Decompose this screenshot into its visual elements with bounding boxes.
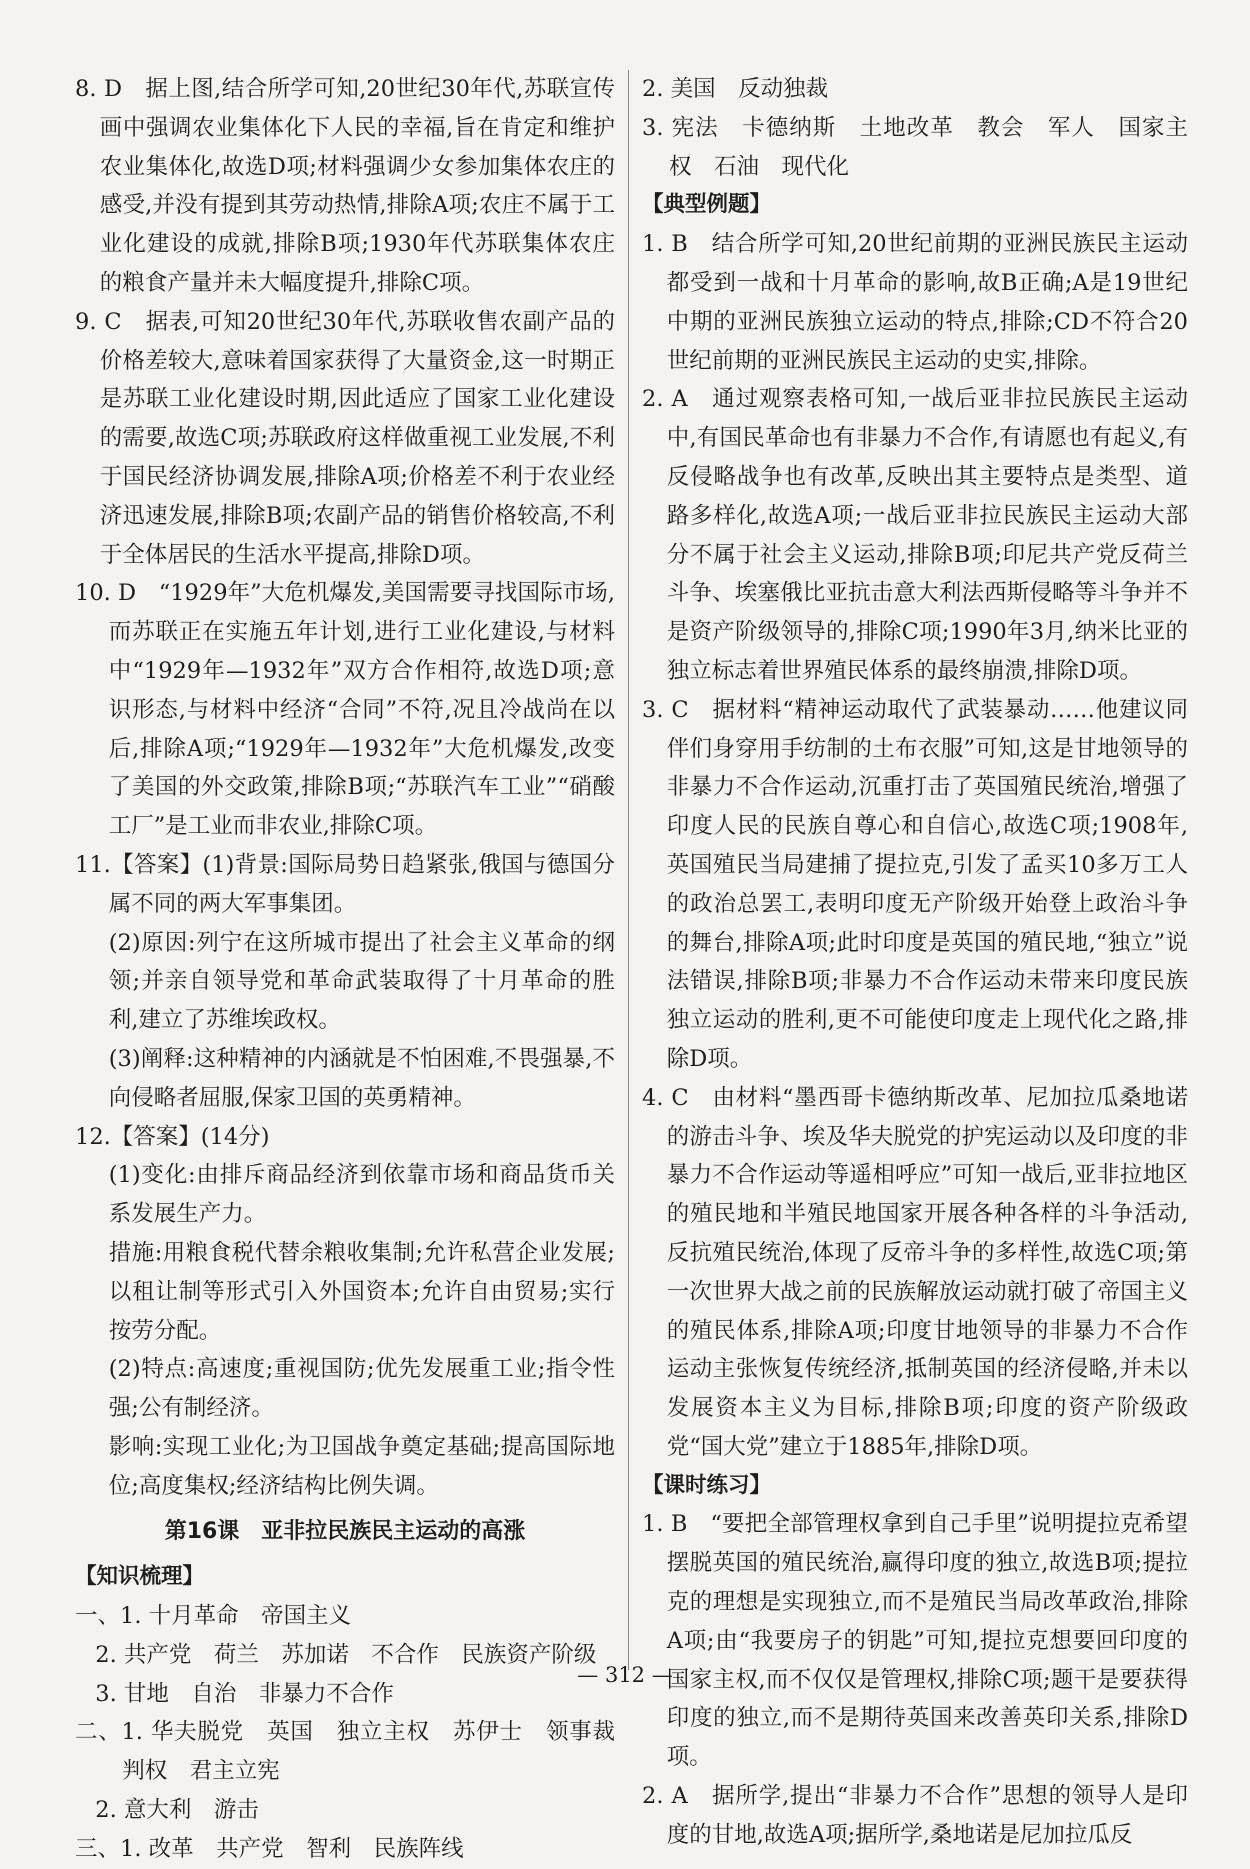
knowledge-2-2: 2. 意大利 游击 [95,1797,259,1824]
knowledge-heading: 【知识梳理】 [75,1564,205,1590]
left-column [75,70,615,1869]
right-column [642,70,1188,1855]
example-1: 1. B 结合所学可知,20世纪前期的亚洲民族民主运动都受到一战和十月革命的影响,故B正确;A是19世纪中期的亚洲民族独立运动的特点,排除;CD不符合20世纪前期的亚洲民族民主运动的史实,排除。 [642,231,1188,374]
example-2: 2. A 通过观察表格可知,一战后亚非拉民族民主运动中,有国民革命也有非暴力不合作,有请愿也有起义,有反侵略战争也有改革,反映出其主要特点是类型、道路多样化,故选A项;一战后亚非拉民族民主运动大部分不属于社会主义运动,排除B项;印尼共产党反荷兰斗争、埃塞俄比亚抗击意大利法西斯侵略等斗争并不是资产阶级领导的,排除C项;1990年3月,纳米比亚的独立标志着世界殖民体系的最终崩溃,排除D项。 [642,386,1188,684]
answer-q11-head: 11.【答案】(1)背景:国际局势日趋紧张,俄国与德国分属不同的两大军事集团。 [75,851,615,917]
column-divider [628,70,629,1670]
example-4: 4. C 由材料“墨西哥卡德纳斯改革、尼加拉瓜桑地诺的游击斗争、埃及华夫脱党的护宪运动以及印度的非暴力不合作运动等遥相呼应”可知一战后,亚非拉地区的殖民地和半殖民地国家开展各种各样的斗争活动,反抗殖民统治,体现了反帝斗争的多样性,故选C项;第一次世界大战之前的民族解放运动就打破了帝国主义的殖民体系,排除A项;印度甘地领导的非暴力不合作运动主张恢复传统经济,抵制英国的经济侵略,并未以发展资本主义为目标,排除B项;印度的资产阶级政党“国大党”建立于1885年,排除D项。 [642,1084,1188,1460]
knowledge-2-1: 二、1. 华夫脱党 英国 独立主权 苏伊士 领事裁判权 君主立宪 [75,1719,615,1785]
practice-1: 1. B “要把全部管理权拿到自己手里”说明提拉克希望摆脱英国的殖民统治,赢得印度的独立,故选B项;提拉克的理想是实现独立,而不是殖民当局改革政治,排除A项;由“我要房子的钥匙”可知,提拉克想要回印度的国家主权,而不仅仅是管理权,排除C项;题干是要获得印度的独立,而不是期待英国来改善英印关系,排除D项。 [642,1511,1188,1771]
lesson-title: 第16课 亚非拉民族民主运动的高涨 [164,1519,526,1545]
answer-q11-part2: (2)原因:列宁在这所城市提出了社会主义革命的纲领;并亲自领导党和革命武装取得了十月革命的胜利,建立了苏维埃政权。 [108,929,615,1034]
practice-heading: 【课时练习】 [642,1472,772,1498]
answer-q12-part2: (2)特点:高速度;重视国防;优先发展重工业;指令性强;公有制经济。 [108,1356,615,1422]
answer-q12-part1: (1)变化:由排斥商品经济到依靠市场和商品货币关系发展生产力。 [108,1162,615,1228]
answer-q12-head: 12.【答案】(14分) [75,1123,270,1150]
answer-q11-part3: (3)阐释:这种精神的内涵就是不怕困难,不畏强暴,不向侵略者屈服,保家卫国的英勇精神。 [108,1045,615,1111]
examples-heading: 【典型例题】 [642,192,772,218]
practice-2: 2. A 据所学,提出“非暴力不合作”思想的领导人是印度的甘地,故选A项;据所学,桑地诺是尼加拉瓜反 [642,1783,1188,1848]
knowledge-1-3: 3. 甘地 自治 非暴力不合作 [95,1680,394,1707]
knowledge-1-2: 2. 共产党 荷兰 苏加诺 不合作 民族资产阶级 [95,1641,597,1668]
answer-q12-part2b: 影响:实现工业化;为卫国战争奠定基础;提高国际地位;高度集权;经济结构比例失调。 [108,1433,615,1499]
knowledge-3-1: 三、1. 改革 共产党 智利 民族阵线 [75,1835,464,1862]
answer-q12-part1b: 措施:用粮食税代替余粮收集制;允许私营企业发展;以租让制等形式引入外国资本;允许自由贸易;实行按劳分配。 [108,1239,615,1344]
knowledge-3-3: 3. 宪法 卡德纳斯 土地改革 教会 军人 国家主权 石油 现代化 [642,114,1188,180]
page-number: — 312 — [577,1663,673,1687]
example-3: 3. C 据材料“精神运动取代了武装暴动……他建议同伴们身穿用手纺制的土布衣服”可知,这是甘地领导的非暴力不合作运动,沉重打击了英国殖民统治,增强了印度人民的民族自尊心和自信心,故选C项;1908年,英国殖民当局建捕了提拉克,引发了孟买10多万工人的政治总罢工,表明印度无产阶级开始登上政治斗争的舞台,排除A项;此时印度是英国的殖民地,“独立”说法错误,排除B项;非暴力不合作运动未带来印度民族独立运动的胜利,更不可能使印度走上现代化之路,排除D项。 [642,696,1188,1072]
answer-q8: 8. D 据上图,结合所学可知,20世纪30年代,苏联宣传画中强调农业集体化下人民的幸福,旨在肯定和维护农业集体化,故选D项;材料强调少女参加集体农庄的感受,并没有提到其劳动热情,排除A项;农庄不属于工业化建设的成就,排除B项;1930年代苏联集体农庄的粮食产量并未大幅度提升,排除C项。 [75,76,615,296]
knowledge-1-1: 一、1. 十月革命 帝国主义 [75,1603,352,1630]
answer-q10: 10. D “1929年”大危机爆发,美国需要寻找国际市场,而苏联正在实施五年计划,进行工业化建设,与材料中“1929年—1932年”双方合作相符,故选D项;意识形态,与材料中经济“合同”不符,况且冷战尚在以后,排除A项;“1929年—1932年”大危机爆发,改变了美国的外交政策,排除B项;“苏联汽车工业”“硝酸工厂”是工业而非农业,排除C项。 [75,580,615,840]
knowledge-3-2: 2. 美国 反动独裁 [642,76,829,102]
answer-q9: 9. C 据表,可知20世纪30年代,苏联收售农副产品的价格差较大,意味着国家获得了大量资金,这一时期正是苏联工业化建设时期,因此适应了国家工业化建设的需要,故选C项;苏联政府这样做重视工业发展,不利于国民经济协调发展,排除A项;价格差不利于农业经济迅速发展,排除B项;农副产品的销售价格较高,不利于全体居民的生活水平提高,排除D项。 [75,308,615,568]
